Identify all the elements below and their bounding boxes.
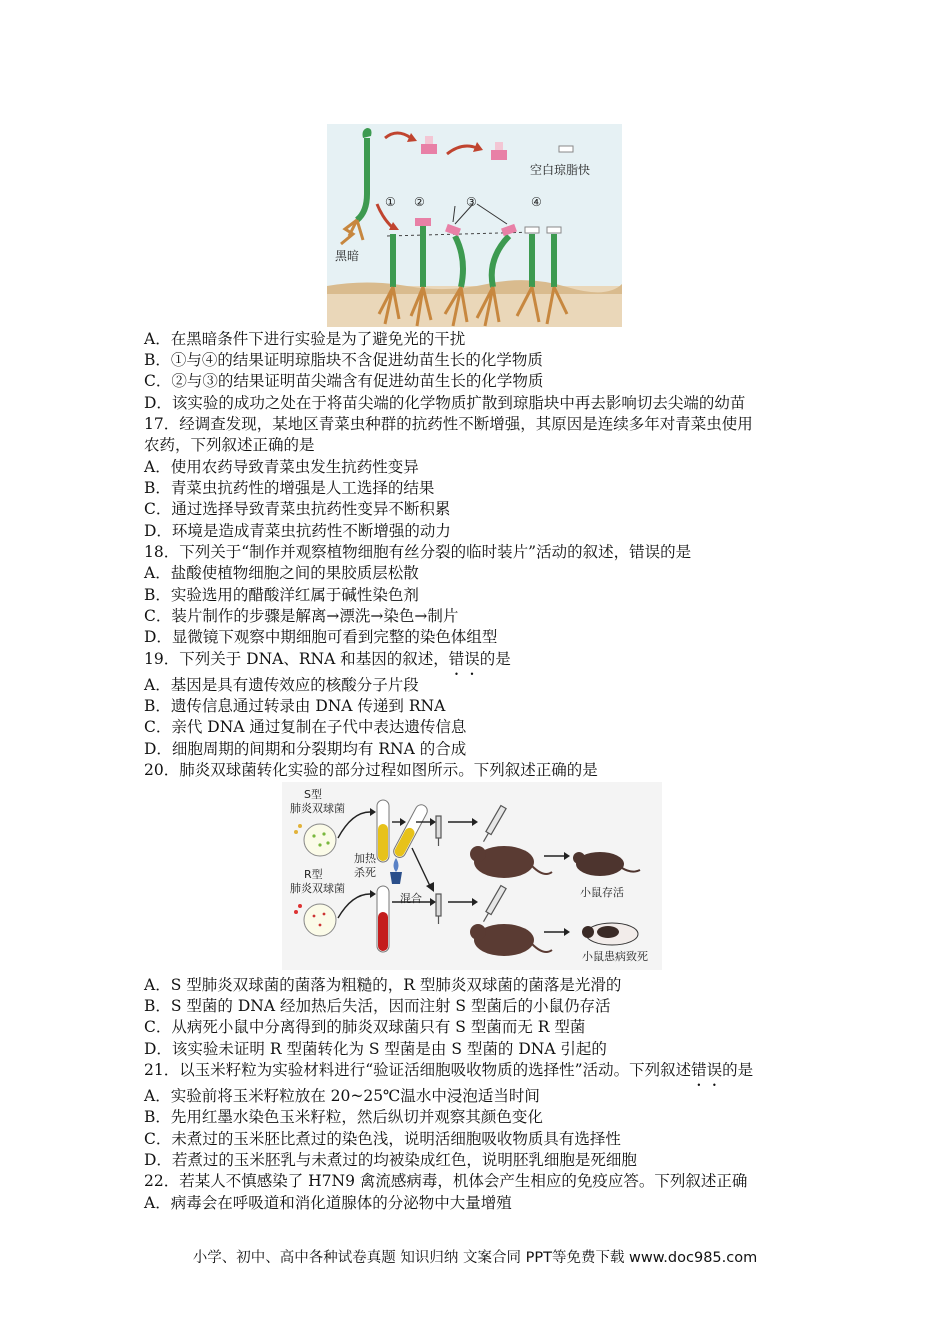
q20-option-a: A．S 型肺炎双球菌的菌落为粗糙的，R 型肺炎双球菌的菌落是光滑的 (144, 976, 622, 994)
q22-stem: 22．若某人不慎感染了 H7N9 禽流感病毒，机体会产生相应的免疫应答。下列叙述正确 (144, 1172, 748, 1190)
q19-option-d: D．细胞周期的间期和分裂期均有 RNA 的合成 (144, 740, 467, 758)
q18-option-c: C．装片制作的步骤是解离→漂洗→染色→制片 (144, 607, 459, 625)
q17-option-b: B．青菜虫抗药性的增强是人工选择的结果 (144, 479, 435, 497)
q17-stem-line1: 17．经调查发现，某地区青菜虫种群的抗药性不断增强，其原因是连续多年对青菜虫使用 (144, 415, 753, 433)
rat-dies-label: 小鼠患病致死 (582, 950, 648, 963)
q19-emphasis-2: 误 (464, 650, 480, 668)
q21-stem-post: 的是 (722, 1061, 754, 1079)
q19-option-b: B．遗传信息通过转录由 DNA 传递到 RNA (144, 697, 446, 715)
q18-option-a: A．盐酸使植物细胞之间的果胶质层松散 (144, 564, 419, 582)
q19-stem-pre: 19．下列关于 DNA、RNA 和基因的叙述， (144, 650, 449, 668)
s-type-label: S型 (304, 788, 322, 801)
q17-stem-line2: 农药，下列叙述正确的是 (144, 436, 315, 454)
q18-stem: 18．下列关于“制作并观察植物细胞有丝分裂的临时装片”活动的叙述，错误的是 (144, 543, 692, 561)
q19-stem-post: 的是 (479, 650, 511, 668)
q18-option-d: D．显微镜下观察中期细胞可看到完整的染色体组型 (144, 628, 498, 646)
q16-option-c: C．②与③的结果证明苗尖端含有促进幼苗生长的化学物质 (144, 372, 544, 390)
marker-4: ④ (531, 195, 542, 209)
rat-survives-label: 小鼠存活 (580, 886, 624, 899)
marker-2: ② (414, 195, 425, 209)
q19-emphasis-1: 错 (448, 650, 465, 668)
dark-label: 黑暗 (335, 249, 360, 263)
q19-option-c: C．亲代 DNA 通过复制在子代中表达遗传信息 (144, 718, 467, 736)
q21-emphasis-2: 误 (706, 1061, 723, 1079)
kill-label: 杀死 (354, 866, 376, 879)
q20-option-b: B．S 型菌的 DNA 经加热后失活，因而注射 S 型菌后的小鼠仍存活 (144, 997, 611, 1015)
q16-option-d: D．该实验的成功之处在于将苗尖端的化学物质扩散到琼脂块中再去影响切去尖端的幼苗 (144, 394, 746, 412)
q17-option-d: D．环境是造成青菜虫抗药性不断增强的动力 (144, 522, 451, 540)
r-type-label: R型 (304, 868, 323, 881)
q20-option-c: C．从病死小鼠中分离得到的肺炎双球菌只有 S 型菌而无 R 型菌 (144, 1018, 586, 1036)
page-footer: 小学、初中、高中各种试卷真题 知识归纳 文案合同 PPT等免费下载 www.doc985.com (192, 1250, 758, 1266)
q21-option-b: B．先用红墨水染色玉米籽粒，然后纵切并观察其颜色变化 (144, 1108, 543, 1126)
q17-option-c: C．通过选择导致青菜虫抗药性变异不断积累 (144, 500, 451, 518)
heat-label: 加热 (354, 852, 376, 865)
q21-stem (144, 1060, 753, 1080)
q19-stem (144, 649, 511, 669)
q21-option-a: A．实验前将玉米籽粒放在 20~25℃温水中浸泡适当时间 (144, 1087, 540, 1105)
q22-option-a: A．病毒会在呼吸道和消化道腺体的分泌物中大量增殖 (144, 1194, 512, 1212)
q21-option-c: C．未煮过的玉米胚比煮过的染色浅，说明活细胞吸收物质具有选择性 (144, 1130, 621, 1148)
marker-1: ① (385, 195, 396, 209)
q16-option-a: A．在黑暗条件下进行实验是为了避免光的干扰 (144, 330, 466, 348)
q18-option-b: B．实验选用的醋酸洋红属于碱性染色剂 (144, 586, 419, 604)
transformation-experiment-figure (282, 782, 662, 970)
mix-label: 混合 (400, 892, 422, 905)
s-bacteria-label: 肺炎双球菌 (290, 802, 345, 815)
r-bacteria-label: 肺炎双球菌 (290, 882, 345, 895)
q16-option-b: B．①与④的结果证明琼脂块不含促进幼苗生长的化学物质 (144, 351, 543, 369)
q21-option-d: D．若煮过的玉米胚乳与未煮过的均被染成红色，说明胚乳细胞是死细胞 (144, 1151, 637, 1169)
coleoptile-experiment-figure (327, 124, 622, 327)
q21-emphasis-1: 错 (691, 1061, 707, 1079)
q20-option-d: D．该实验未证明 R 型菌转化为 S 型菌是由 S 型菌的 DNA 引起的 (144, 1040, 607, 1058)
q19-option-a: A．基因是具有遗传效应的核酸分子片段 (144, 676, 419, 694)
q21-stem-pre: 21．以玉米籽粒为实验材料进行“验证活细胞吸收物质的选择性”活动。下列叙述 (144, 1061, 692, 1079)
marker-3: ③ (466, 195, 477, 209)
blank-agar-label: 空白琼脂快 (530, 163, 591, 177)
q17-option-a: A．使用农药导致青菜虫发生抗药性变异 (144, 458, 419, 476)
q20-stem: 20．肺炎双球菌转化实验的部分过程如图所示。下列叙述正确的是 (144, 761, 598, 779)
